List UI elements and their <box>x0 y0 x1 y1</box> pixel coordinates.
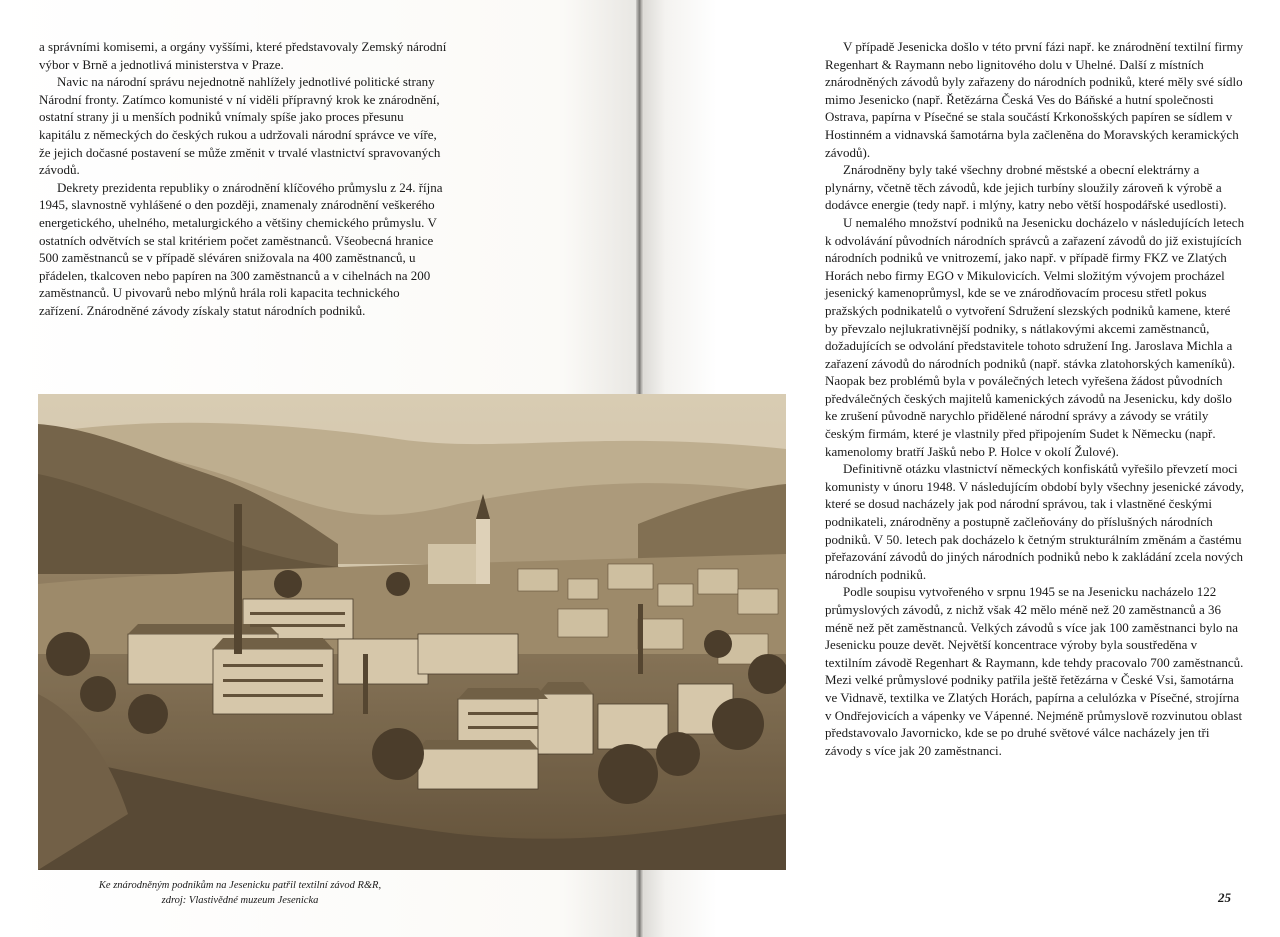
paragraph: Definitivně otázku vlastnictví německých konfiskátů vyřešilo převzetí moci komunisty v únoru 1948. V následujícím období byly všechny jesenické závody, které se dosud nacházely jak pod národní správou, tak i vlastněné českými podnikateli, znárodněny a postupně začleňovány do příslušných národních podniků. V 50. letech pak docházelo k četným strukturálním změnám a častému přeřazování závodů do jiných národních podniků nebo k zakládání zcela nových národních podniků. <box>825 461 1244 582</box>
photo-caption <box>40 878 440 908</box>
page-number: 25 <box>1218 890 1231 905</box>
town-panorama-image <box>38 394 786 870</box>
right-text-column <box>825 38 1245 759</box>
paragraph: a správními komisemi, a orgány vyššími, které představovaly Zemský národní výbor v Brně a jednotlivá ministerstva v Praze. <box>39 39 447 72</box>
paragraph: Dekrety prezidenta republiky o znárodnění klíčového průmyslu z 24. října 1945, slavnostně vyhlášené o den později, znamenaly znárodnění veškerého energetického, uhelného, metalurgického a většiny chemického průmyslu. V ostatních odvětvích se stal kritériem počet zaměstnanců. Všeobecná hranice 500 zaměstnanců se v případě sléváren snižovala na 400 zaměstnanců, u přádelen, tkalcoven nebo papíren na 300 zaměstnanců a v cihelnách na 200 zaměstnanců. U pivovarů nebo mlýnů hrála roli kapacita technického zařízení. Znárodněné závody získaly statut národních podniků. <box>39 179 443 318</box>
paragraph: Podle soupisu vytvořeného v srpnu 1945 se na Jesenicku nacházelo 122 průmyslových závodů, z nichž však 42 mělo méně než 20 zaměstnanců a 36 méně než pět zaměstnanců. Velkých závodů s více jak 100 zaměstnanci bylo na Jesenicku pouze devět. Největší koncentrace výroby byla soustředěna v textilním závodě Regenhart & Raymann, kde tehdy pracovalo 700 zaměstnanců. Mezi velké průmyslové podniky patřila ještě řetězárna v České Vsi, šamotárna ve Vidnavě, textilka ve Zlatých Horách, papírna a celulózka v Písečné, strojírna v Ondřejovicích a vápenky ve Vápenné. Nejméně průmyslově rozvinutou oblast představovalo Javornicko, kde se po druhé světové válce nacházely jen tři závody s více jak 20 zaměstnanci. <box>825 584 1244 758</box>
historical-factory-photo <box>38 394 786 870</box>
paragraph: Znárodněny byly také všechny drobné městské a obecní elektrárny a plynárny, včetně těch závodů, kde jejich turbíny sloužily zároveň k výrobě a dodávce energie (tedy např. i mlýny, katry nebo větší hospodářské usedlosti). <box>825 162 1227 213</box>
paragraph: U nemalého množství podniků na Jesenicku docházelo v následujících letech k odvolávání původních národních správců a zařazení závodů do již existujících národních podniků ve vnitrozemí, jako např. v případě firmy FKZ ve Zlatých Horách nebo firmy EGO v Mikulovicích. Velmi složitým vývojem procházel jesenický kamenoprůmysl, kde se ve znárodňovacím procesu střetl pokus pražských podnikatelů o vytvoření Sdružení slezských podniků kamene, které by převzalo nejlukrativnější podniky, s nátlakovými akcemi zaměstnanců, dožadujících se odvolání představitele tohoto sdružení Ing. Jaroslava Michla a zařazení závodů do národních podniků (např. stávka zlatohorských kameníků). Naopak bez problémů byla v poválečných letech vyřešena žádost původních předválečných českých majitelů kamenických závodů na Jesenicku, kdy došlo ke zrušení původně narychlo přidělené národní správy a závody se vrátily českým firmám, které je vlastnily před připojením Sudet k Německu (např. kamenolomy bratří Jašků nebo P. Holce v okolí Žulové). <box>825 214 1245 459</box>
caption-line: zdroj: Vlastivědné muzeum Jesenicka <box>161 895 319 906</box>
paragraph: Navic na národní správu nejednotně nahlížely jednotlivé politické strany Národní fronty. Zatímco komunisté v ní viděli přípravný krok ke znárodnění, ostatní strany ji u menších podniků vnímaly spíše jako proces přesunu kapitálu z německých do českých rukou a udržovali národní správce ve víře, že jejich dočasné postavení se může změnit v trvalé vlastnictví spravovaných závodů. <box>39 74 441 178</box>
caption-line: Ke znárodněným podnikům na Jesenicku patřil textilní závod R&R, <box>98 880 382 891</box>
left-text-column <box>39 38 447 320</box>
paragraph: V případě Jesenicka došlo v této první fázi např. ke znárodnění textilní firmy Regenhart & Raymann nebo lignitového dolu v Uhelné. Další z místních znárodněných závodů byly zařazeny do národních podniků, které měly své sídlo mimo Jesenicko (např. Řetězárna Česká Ves do Báňské a hutní společnosti Ostrava, papírna v Písečné se stala součástí Krkonošských papíren se sídlem v Hostinném a vidnavská šamotárna byla začleněna do Moravských keramických závodů). <box>825 39 1244 160</box>
